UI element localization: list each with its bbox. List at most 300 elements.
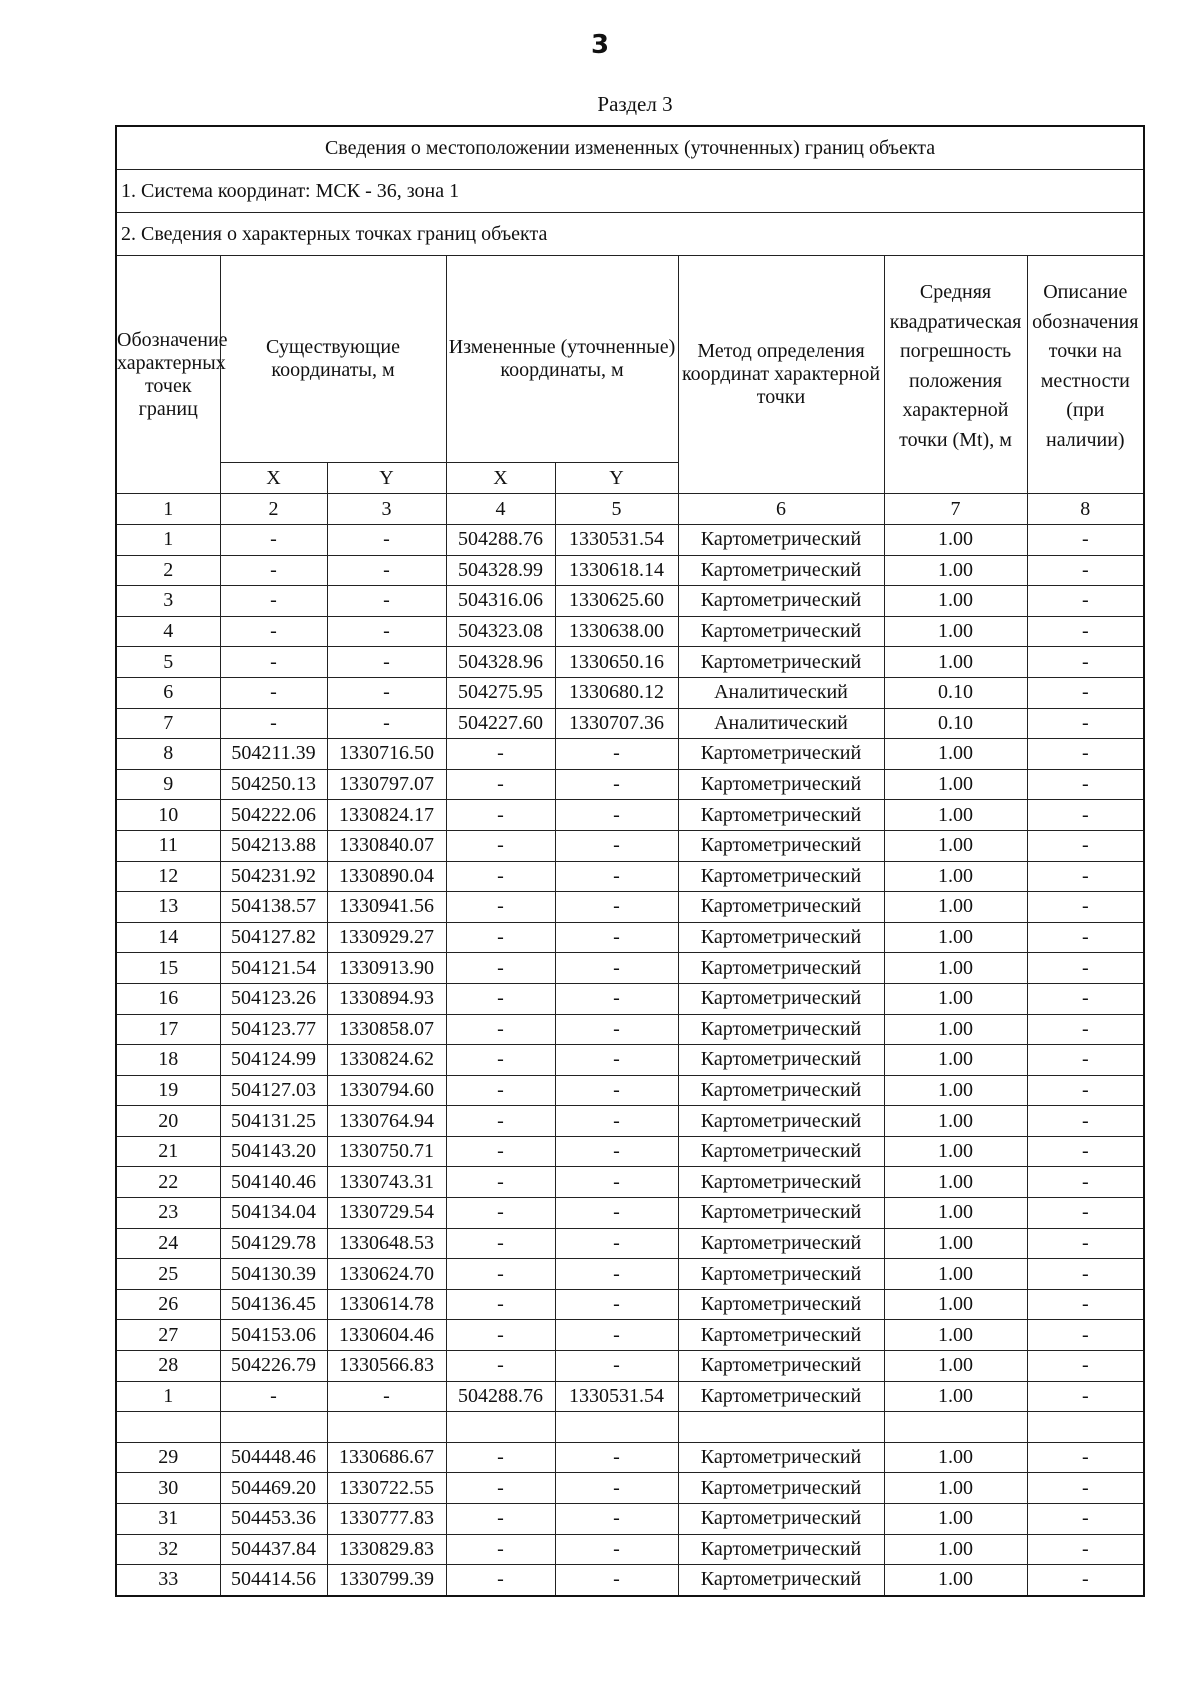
table-cell: 504437.84 — [220, 1534, 327, 1565]
table-cell: - — [1027, 555, 1144, 586]
table-cell: - — [555, 1534, 678, 1565]
table-cell: - — [446, 800, 555, 831]
table-cell: 1330858.07 — [327, 1014, 446, 1045]
table-cell: 504227.60 — [446, 708, 555, 739]
table-cell: 4 — [116, 616, 220, 647]
header-changed-y: Y — [555, 463, 678, 494]
table-cell: 504140.46 — [220, 1167, 327, 1198]
table-cell: 1.00 — [884, 1351, 1027, 1382]
table-cell: 1.00 — [884, 1167, 1027, 1198]
table-cell: 504453.36 — [220, 1504, 327, 1535]
table-cell: 17 — [116, 1014, 220, 1045]
table-cell: 1.00 — [884, 1381, 1027, 1412]
table-cell: - — [446, 1351, 555, 1382]
table-cell: 1330625.60 — [555, 586, 678, 617]
table-cell: 504226.79 — [220, 1351, 327, 1382]
table-cell: - — [1027, 830, 1144, 861]
table-cell: 1330729.54 — [327, 1198, 446, 1229]
table-cell: 504123.77 — [220, 1014, 327, 1045]
table-cell: Картометрический — [678, 1106, 884, 1137]
table-cell: Картометрический — [678, 1136, 884, 1167]
table-cell: 0.10 — [884, 708, 1027, 739]
table-cell: 12 — [116, 861, 220, 892]
table-cell: - — [555, 769, 678, 800]
table-row — [116, 830, 1144, 861]
table-cell — [446, 1412, 555, 1443]
table-cell: - — [446, 1228, 555, 1259]
table-cell: - — [446, 769, 555, 800]
table-cell: 1330929.27 — [327, 922, 446, 953]
table-cell: - — [1027, 1534, 1144, 1565]
table-cell: Картометрический — [678, 953, 884, 984]
table-cell: Картометрический — [678, 1167, 884, 1198]
table-cell: - — [555, 1167, 678, 1198]
table-cell: Картометрический — [678, 769, 884, 800]
table-cell: 1330618.14 — [555, 555, 678, 586]
table-cell: 1330913.90 — [327, 953, 446, 984]
table-cell: 1330743.31 — [327, 1167, 446, 1198]
table-row — [116, 1473, 1144, 1504]
table-cell: - — [446, 1106, 555, 1137]
table-cell: - — [327, 1381, 446, 1412]
header-changed-coords: Измененные (уточненные) координаты, м — [446, 256, 678, 463]
table-row — [116, 739, 1144, 770]
table-cell: 1330797.07 — [327, 769, 446, 800]
table-cell: 1330650.16 — [555, 647, 678, 678]
table-cell: 1330680.12 — [555, 677, 678, 708]
table-cell: 504143.20 — [220, 1136, 327, 1167]
table-cell: - — [446, 739, 555, 770]
column-number: 7 — [884, 494, 1027, 525]
table-row — [116, 555, 1144, 586]
table-cell: Картометрический — [678, 830, 884, 861]
table-cell: Картометрический — [678, 1228, 884, 1259]
table-row — [116, 1504, 1144, 1535]
table-cell: 1.00 — [884, 1106, 1027, 1137]
table-cell: 23 — [116, 1198, 220, 1229]
table-row — [116, 861, 1144, 892]
table-cell: Картометрический — [678, 1381, 884, 1412]
table-cell: - — [327, 616, 446, 647]
table-cell — [678, 1412, 884, 1443]
table-cell: - — [1027, 953, 1144, 984]
table-cell: 504213.88 — [220, 830, 327, 861]
table-cell: - — [446, 953, 555, 984]
table-cell: - — [555, 922, 678, 953]
column-number: 2 — [220, 494, 327, 525]
table-cell: - — [1027, 861, 1144, 892]
table-row — [116, 708, 1144, 739]
table-cell: 8 — [116, 739, 220, 770]
table-cell: 1.00 — [884, 861, 1027, 892]
table-cell: - — [1027, 1045, 1144, 1076]
table-cell: Картометрический — [678, 586, 884, 617]
header-changed-x: X — [446, 463, 555, 494]
table-cell: 1.00 — [884, 1228, 1027, 1259]
table-cell: - — [1027, 1228, 1144, 1259]
table-row — [116, 1565, 1144, 1596]
table-cell: 29 — [116, 1442, 220, 1473]
table-cell: 9 — [116, 769, 220, 800]
page-number: 3 — [590, 30, 610, 60]
table-cell: 25 — [116, 1259, 220, 1290]
table-cell: - — [555, 861, 678, 892]
points-heading: 2. Сведения о характерных точках границ объекта — [116, 213, 1144, 256]
table-row — [116, 1167, 1144, 1198]
table-cell: 13 — [116, 892, 220, 923]
table-cell: - — [220, 555, 327, 586]
table-row — [116, 1381, 1144, 1412]
table-cell: - — [1027, 708, 1144, 739]
table-cell: - — [1027, 1351, 1144, 1382]
table-row — [116, 1534, 1144, 1565]
column-number: 4 — [446, 494, 555, 525]
table-cell: 504316.06 — [446, 586, 555, 617]
table-cell: 1.00 — [884, 1045, 1027, 1076]
header-point-designation: Обозначение характерных точек границ — [116, 256, 220, 494]
table-cell: 1 — [116, 525, 220, 556]
table-cell: - — [220, 616, 327, 647]
table-cell: 26 — [116, 1289, 220, 1320]
table-cell: - — [555, 1565, 678, 1596]
table-cell: - — [1027, 1014, 1144, 1045]
table-cell: 1.00 — [884, 800, 1027, 831]
table-cell: - — [446, 1014, 555, 1045]
table-cell — [555, 1412, 678, 1443]
boundary-points-table — [115, 125, 1145, 1597]
table-cell: - — [327, 555, 446, 586]
table-cell: 504275.95 — [446, 677, 555, 708]
table-cell: - — [555, 1442, 678, 1473]
table-cell: 504414.56 — [220, 1565, 327, 1596]
table-cell: Картометрический — [678, 861, 884, 892]
table-cell: 1330794.60 — [327, 1075, 446, 1106]
table-cell: 0.10 — [884, 677, 1027, 708]
table-row — [116, 677, 1144, 708]
table-cell: - — [555, 1473, 678, 1504]
table-cell: 1330722.55 — [327, 1473, 446, 1504]
table-cell — [327, 1412, 446, 1443]
table-row — [116, 525, 1144, 556]
table-cell: Картометрический — [678, 1045, 884, 1076]
table-row — [116, 892, 1144, 923]
table-cell: 1.00 — [884, 647, 1027, 678]
header-method: Метод определения координат характерной точки — [678, 256, 884, 494]
table-cell: - — [1027, 1473, 1144, 1504]
table-cell: - — [446, 1565, 555, 1596]
table-cell: - — [1027, 1381, 1144, 1412]
table-cell: 504328.96 — [446, 647, 555, 678]
table-cell: - — [1027, 983, 1144, 1014]
header-row — [116, 256, 1144, 463]
header-mean-error: Средняя квадратическая погрешность положения характерной точки (Mt), м — [884, 256, 1027, 494]
column-number-row — [116, 494, 1144, 525]
table-row — [116, 922, 1144, 953]
table-cell: 504328.99 — [446, 555, 555, 586]
table-row — [116, 1228, 1144, 1259]
table-cell: Картометрический — [678, 1259, 884, 1290]
table-cell: - — [446, 922, 555, 953]
column-number: 5 — [555, 494, 678, 525]
table-cell: 1.00 — [884, 1198, 1027, 1229]
table-cell: 31 — [116, 1504, 220, 1535]
table-cell: 504288.76 — [446, 525, 555, 556]
table-cell: - — [327, 677, 446, 708]
table-cell: - — [327, 647, 446, 678]
table-cell: 1.00 — [884, 739, 1027, 770]
table-row — [116, 616, 1144, 647]
table-cell: 18 — [116, 1045, 220, 1076]
table-cell: 1330614.78 — [327, 1289, 446, 1320]
table-cell: 3 — [116, 586, 220, 617]
table-cell: - — [555, 1320, 678, 1351]
header-description: Описание обозначения точки на местности (при наличии) — [1027, 256, 1144, 494]
table-cell: 1330799.39 — [327, 1565, 446, 1596]
table-cell: 1.00 — [884, 1320, 1027, 1351]
table-cell: 504127.82 — [220, 922, 327, 953]
table-cell: - — [555, 953, 678, 984]
table-cell: 1330829.83 — [327, 1534, 446, 1565]
table-cell: Картометрический — [678, 1014, 884, 1045]
coord-system-row — [116, 170, 1144, 213]
table-cell: 22 — [116, 1167, 220, 1198]
table-cell: - — [555, 1106, 678, 1137]
table-cell — [220, 1412, 327, 1443]
table-cell: 1.00 — [884, 1075, 1027, 1106]
table-row — [116, 1075, 1144, 1106]
table-row — [116, 586, 1144, 617]
table-cell: Картометрический — [678, 1473, 884, 1504]
table-cell: - — [446, 983, 555, 1014]
table-cell: 1.00 — [884, 892, 1027, 923]
table-cell: - — [1027, 1320, 1144, 1351]
table-row — [116, 769, 1144, 800]
table-cell: 1330941.56 — [327, 892, 446, 923]
table-cell: - — [1027, 739, 1144, 770]
table-row — [116, 983, 1144, 1014]
table-cell: 1330686.67 — [327, 1442, 446, 1473]
table-cell: 504129.78 — [220, 1228, 327, 1259]
table-cell: 16 — [116, 983, 220, 1014]
table-row — [116, 1320, 1144, 1351]
table-cell: Картометрический — [678, 525, 884, 556]
table-cell: 1.00 — [884, 1534, 1027, 1565]
table-cell: 504222.06 — [220, 800, 327, 831]
table-cell: - — [555, 1259, 678, 1290]
table-cell — [1027, 1412, 1144, 1443]
table-cell: - — [446, 830, 555, 861]
table-cell: - — [1027, 677, 1144, 708]
table-cell: 504138.57 — [220, 892, 327, 923]
table-cell: - — [1027, 922, 1144, 953]
table-cell: 1.00 — [884, 1136, 1027, 1167]
table-cell: Аналитический — [678, 708, 884, 739]
table-cell: Картометрический — [678, 800, 884, 831]
table-cell: Картометрический — [678, 922, 884, 953]
table-cell: Картометрический — [678, 1442, 884, 1473]
table-cell: Картометрический — [678, 739, 884, 770]
table-cell: 2 — [116, 555, 220, 586]
table-cell: - — [220, 1381, 327, 1412]
table-cell: Картометрический — [678, 892, 884, 923]
table-cell: 14 — [116, 922, 220, 953]
table-cell: Картометрический — [678, 1289, 884, 1320]
table-cell: 1.00 — [884, 1442, 1027, 1473]
table-cell: 504469.20 — [220, 1473, 327, 1504]
table-cell: 21 — [116, 1136, 220, 1167]
table-cell: - — [1027, 1259, 1144, 1290]
table-cell: - — [1027, 1136, 1144, 1167]
table-cell: 504153.06 — [220, 1320, 327, 1351]
table-row — [116, 1351, 1144, 1382]
table-cell: - — [220, 586, 327, 617]
table-cell: - — [555, 1075, 678, 1106]
table-cell: - — [446, 861, 555, 892]
table-cell: 30 — [116, 1473, 220, 1504]
table-cell: - — [555, 1289, 678, 1320]
table-cell: 504127.03 — [220, 1075, 327, 1106]
table-cell: 1330638.00 — [555, 616, 678, 647]
table-cell: - — [220, 708, 327, 739]
column-number: 6 — [678, 494, 884, 525]
table-cell: 1330648.53 — [327, 1228, 446, 1259]
table-cell: - — [220, 677, 327, 708]
table-cell: - — [220, 525, 327, 556]
table-cell: 27 — [116, 1320, 220, 1351]
table-cell: 1330894.93 — [327, 983, 446, 1014]
table-cell: 1330824.17 — [327, 800, 446, 831]
table-cell: - — [1027, 1198, 1144, 1229]
table-cell: - — [555, 739, 678, 770]
table-row — [116, 647, 1144, 678]
table-cell: 1.00 — [884, 1289, 1027, 1320]
table-cell: 19 — [116, 1075, 220, 1106]
table-cell: - — [327, 586, 446, 617]
points-heading-row — [116, 213, 1144, 256]
table-row — [116, 800, 1144, 831]
table-cell: - — [1027, 800, 1144, 831]
table-cell: 1.00 — [884, 830, 1027, 861]
table-cell — [116, 1412, 220, 1443]
table-cell: 1.00 — [884, 983, 1027, 1014]
table-cell: - — [555, 983, 678, 1014]
table-cell: 7 — [116, 708, 220, 739]
table-cell: 1330531.54 — [555, 1381, 678, 1412]
table-cell: - — [446, 1289, 555, 1320]
table-cell: - — [1027, 769, 1144, 800]
table-cell: - — [1027, 1289, 1144, 1320]
table-cell: - — [327, 708, 446, 739]
table-cell: 504448.46 — [220, 1442, 327, 1473]
table-cell: - — [220, 647, 327, 678]
table-cell: - — [446, 1504, 555, 1535]
table-row — [116, 1442, 1144, 1473]
table-cell: Картометрический — [678, 1198, 884, 1229]
section-title: Раздел 3 — [597, 92, 673, 116]
table-cell: 1.00 — [884, 555, 1027, 586]
table-cell: - — [446, 1442, 555, 1473]
table-cell: Картометрический — [678, 1075, 884, 1106]
table-cell: 5 — [116, 647, 220, 678]
table-cell: 1330777.83 — [327, 1504, 446, 1535]
table-cell: Картометрический — [678, 1351, 884, 1382]
table-cell: 1.00 — [884, 1014, 1027, 1045]
table-title-row — [116, 126, 1144, 170]
table-cell: Картометрический — [678, 555, 884, 586]
table-row — [116, 1106, 1144, 1137]
table-cell: - — [1027, 1075, 1144, 1106]
column-number: 8 — [1027, 494, 1144, 525]
table-cell: 504123.26 — [220, 983, 327, 1014]
table-cell: - — [446, 1136, 555, 1167]
table-cell: 1.00 — [884, 1504, 1027, 1535]
table-cell: - — [555, 800, 678, 831]
table-cell: 504288.76 — [446, 1381, 555, 1412]
table-cell: - — [446, 1259, 555, 1290]
column-number: 3 — [327, 494, 446, 525]
header-existing-coords: Существующие координаты, м — [220, 256, 446, 463]
table-cell: 504121.54 — [220, 953, 327, 984]
table-row — [116, 1045, 1144, 1076]
table-cell: - — [1027, 1442, 1144, 1473]
table-cell: 1.00 — [884, 586, 1027, 617]
table-cell — [884, 1412, 1027, 1443]
table-row — [116, 1198, 1144, 1229]
table-cell: Аналитический — [678, 677, 884, 708]
table-cell: 1330566.83 — [327, 1351, 446, 1382]
table-cell: 32 — [116, 1534, 220, 1565]
table-cell: 1330890.04 — [327, 861, 446, 892]
table-cell: 1.00 — [884, 525, 1027, 556]
table-cell: - — [446, 892, 555, 923]
table-cell: - — [555, 1351, 678, 1382]
table-cell: 1.00 — [884, 953, 1027, 984]
table-cell: Картометрический — [678, 1565, 884, 1596]
table-cell: - — [555, 1504, 678, 1535]
table-cell: Картометрический — [678, 1320, 884, 1351]
table-cell: - — [1027, 1106, 1144, 1137]
table-cell: 1.00 — [884, 922, 1027, 953]
table-cell: 504250.13 — [220, 769, 327, 800]
table-cell: 504130.39 — [220, 1259, 327, 1290]
table-cell: 15 — [116, 953, 220, 984]
header-existing-y: Y — [327, 463, 446, 494]
table-cell: 20 — [116, 1106, 220, 1137]
table-cell: 1330624.70 — [327, 1259, 446, 1290]
table-cell: 1 — [116, 1381, 220, 1412]
table-cell: - — [446, 1167, 555, 1198]
table-cell: 33 — [116, 1565, 220, 1596]
table-cell: - — [446, 1320, 555, 1351]
table-cell: 504231.92 — [220, 861, 327, 892]
table-cell: - — [446, 1534, 555, 1565]
table-cell: - — [1027, 525, 1144, 556]
table-cell: 504124.99 — [220, 1045, 327, 1076]
table-cell: - — [446, 1075, 555, 1106]
table-cell: - — [555, 1014, 678, 1045]
table-cell: - — [446, 1473, 555, 1504]
table-cell: - — [555, 1045, 678, 1076]
table-cell: 1330716.50 — [327, 739, 446, 770]
table-cell: - — [555, 1228, 678, 1259]
table-cell: Картометрический — [678, 647, 884, 678]
table-row — [116, 1289, 1144, 1320]
table-cell: 28 — [116, 1351, 220, 1382]
table-cell: Картометрический — [678, 1534, 884, 1565]
table-cell: - — [446, 1198, 555, 1229]
table-cell: - — [555, 1136, 678, 1167]
table-cell: 1.00 — [884, 616, 1027, 647]
